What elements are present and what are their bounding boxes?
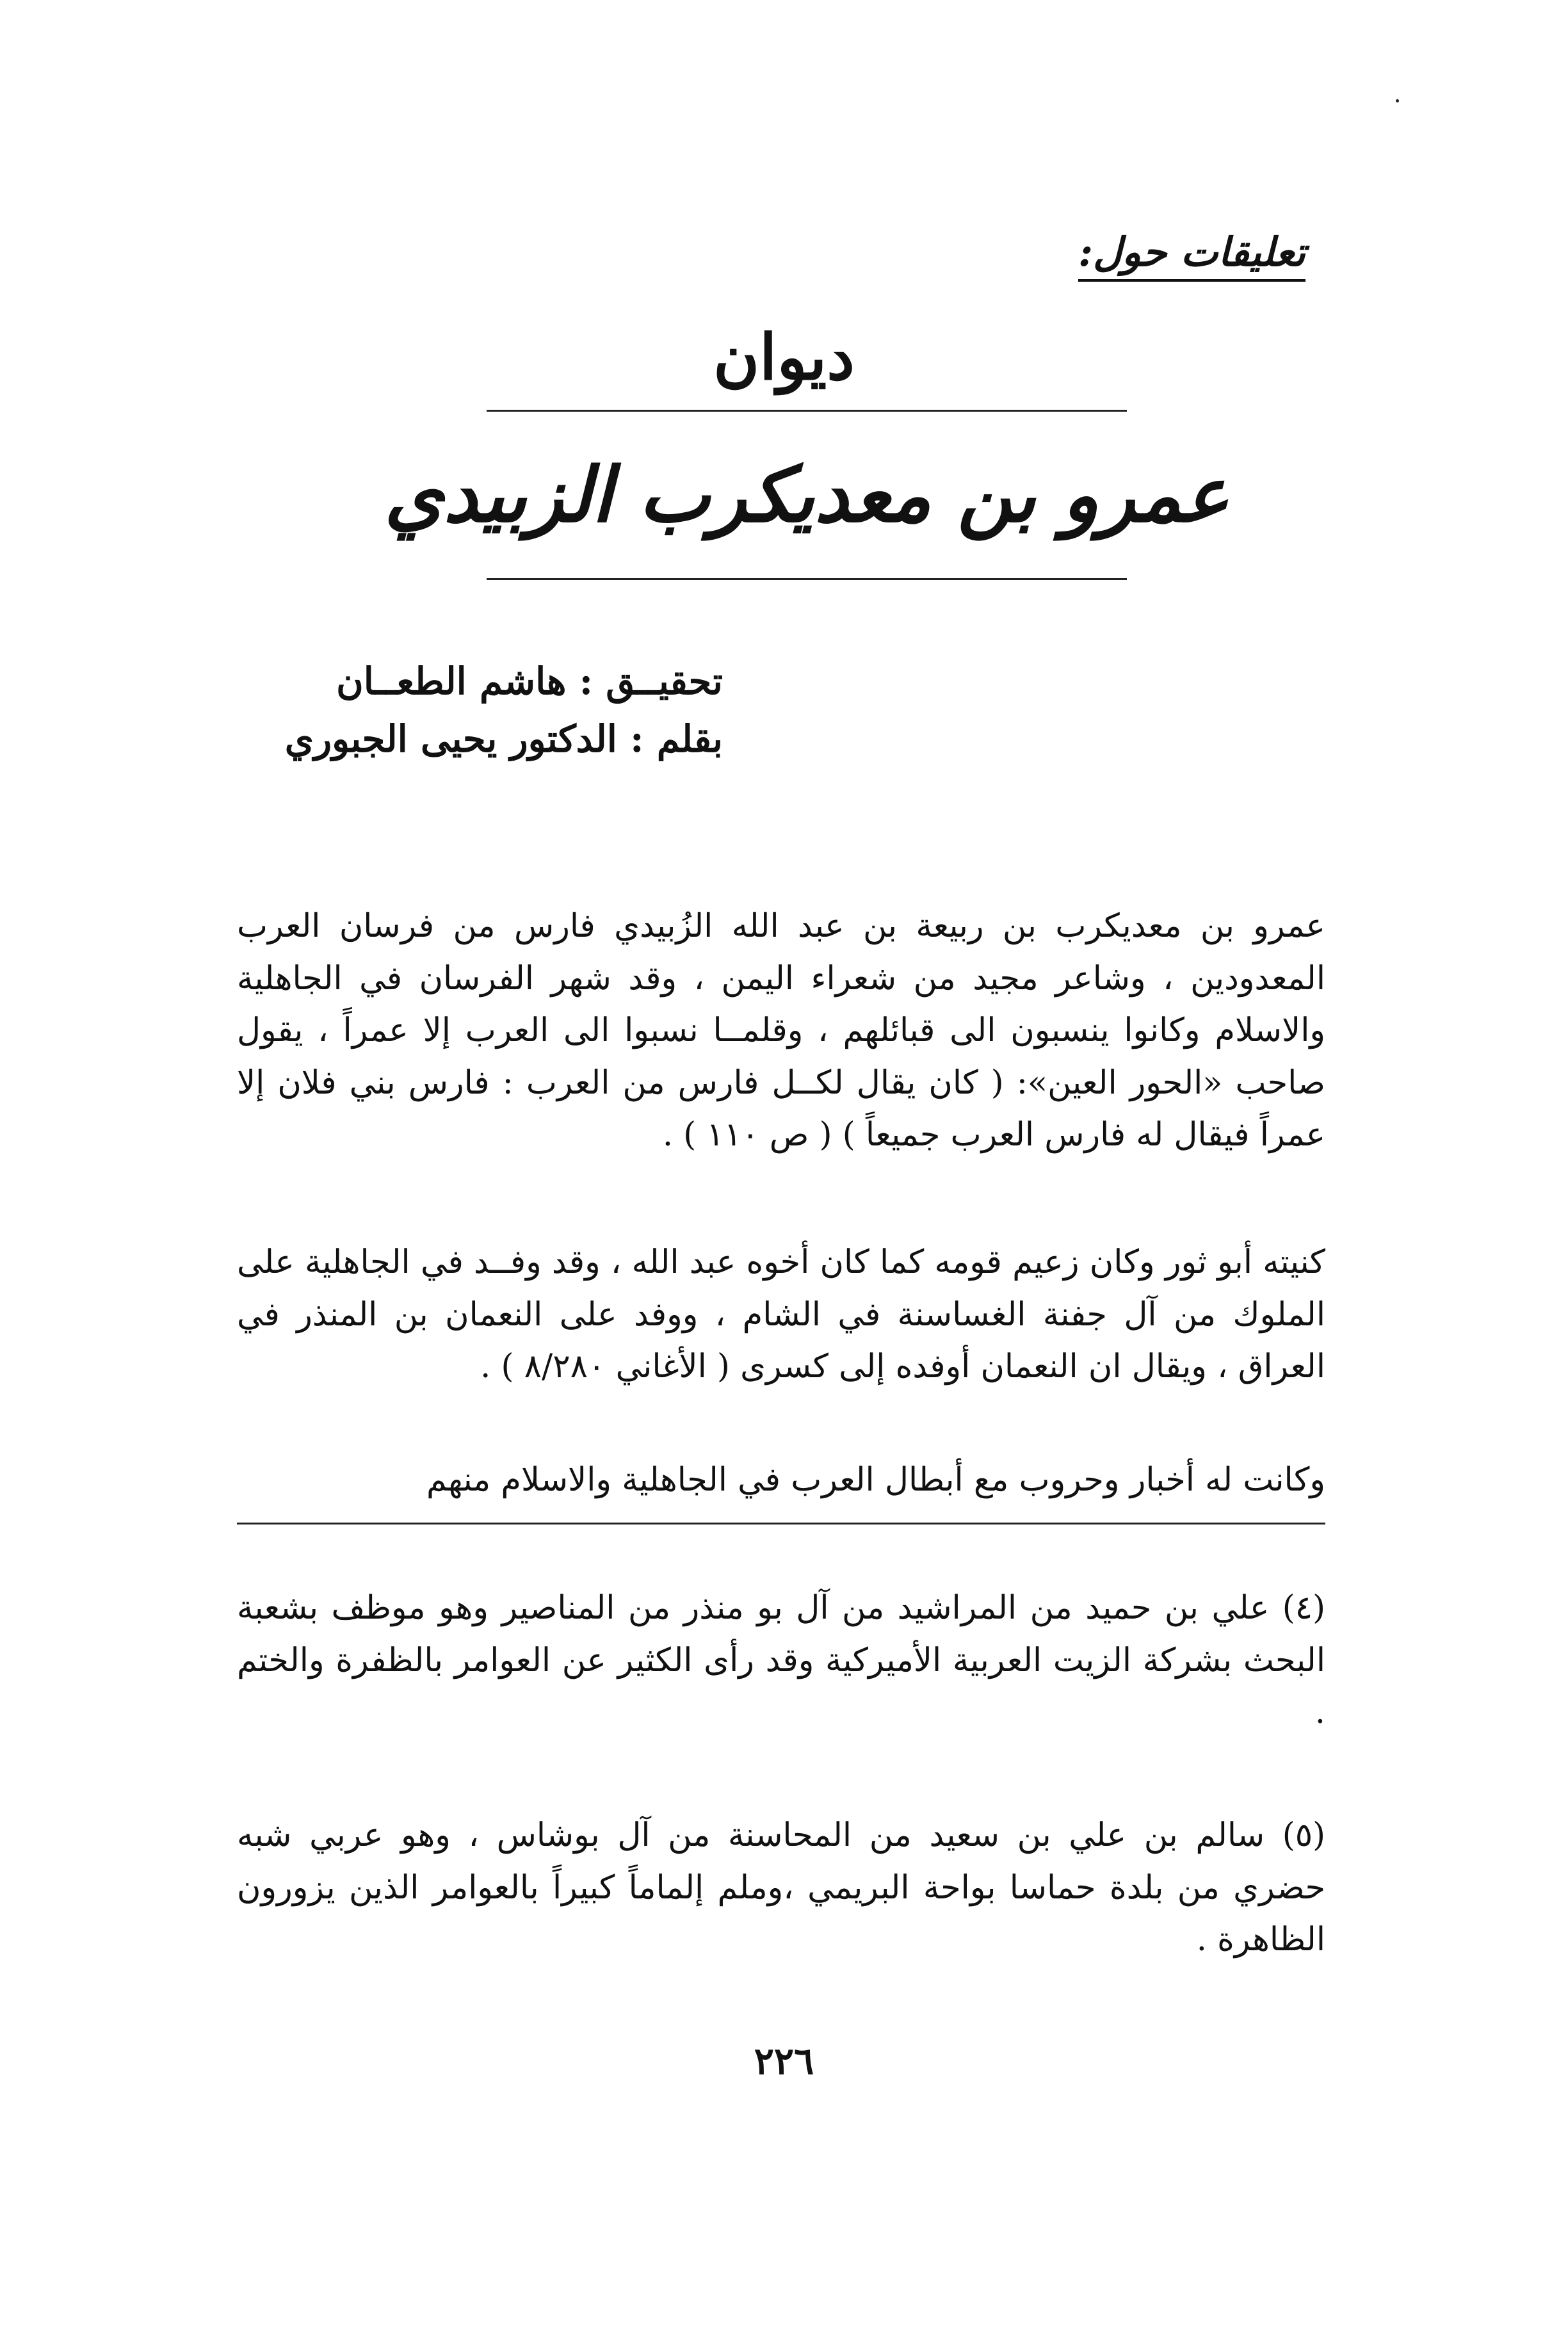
section-label: تعليقات حول: <box>1078 230 1305 282</box>
body-paragraph: عمرو بن معديكرب بن ربيعة بن عبد الله الزُبيدي فارس من فرسان العرب المعدودين ، وشاعر مجيد من شعراء اليمن ، وقد شهر الفرسان في الجاهلية والاسلام وكانوا ينسبون الى قبائلهم ، وقلمــا نسبوا الى العرب إلا عمراً ، يقول صاحب «الحور العين»: ( كان يقال لكــل فارس من العرب : فارس بني فلان إلا عمراً فيقال له فارس العرب جميعاً ) ( ص ١١٠ ) . <box>237 907 1325 1154</box>
diwan-heading: ديوان <box>713 321 855 394</box>
footnote: (٥) سالم بن علي بن سعيد من المحاسنة من آل بوشاس ، وهو عربي شبه حضري من بلدة حماسا بواحة البريمي ،وملم إلماماً كبيراً بالعوامر الذين يزورون الظاهرة . <box>237 1816 1325 1959</box>
footnote: (٤) علي بن حميد من المراشيد من آل بو منذر من المناصير وهو موظف بشعبة البحث بشركة الزيت العربية الأميركية وقد رأى الكثير عن العوامر بالظفرة والختم . <box>237 1589 1325 1732</box>
body-paragraph: كنيته أبو ثور وكان زعيم قومه كما كان أخوه عبد الله ، وقد وفــد في الجاهلية على الملوك من آل جفنة الغساسنة في الشام ، ووفد على النعمان بن المنذر في العراق ، ويقال ان النعمان أوفده إلى كسرى ( الأغاني ٨/٢٨٠ ) . <box>237 1243 1325 1386</box>
poet-name-calligraphy <box>384 410 1229 580</box>
footnote-divider <box>237 1523 1325 1524</box>
credits-block <box>198 653 723 768</box>
poet-name: عمرو بن معديكرب الزبيدي <box>384 450 1229 539</box>
author-credit: بقلم : الدكتور يحيى الجبوري <box>284 716 723 761</box>
scan-speck <box>1396 99 1399 102</box>
page-number: ٢٢٦ <box>754 2039 814 2083</box>
editor-credit: تحقيــق : هاشم الطعــان <box>336 659 723 703</box>
body-paragraph: وكانت له أخبار وحروب مع أبطال العرب في الجاهلية والاسلام منهم <box>426 1461 1325 1499</box>
